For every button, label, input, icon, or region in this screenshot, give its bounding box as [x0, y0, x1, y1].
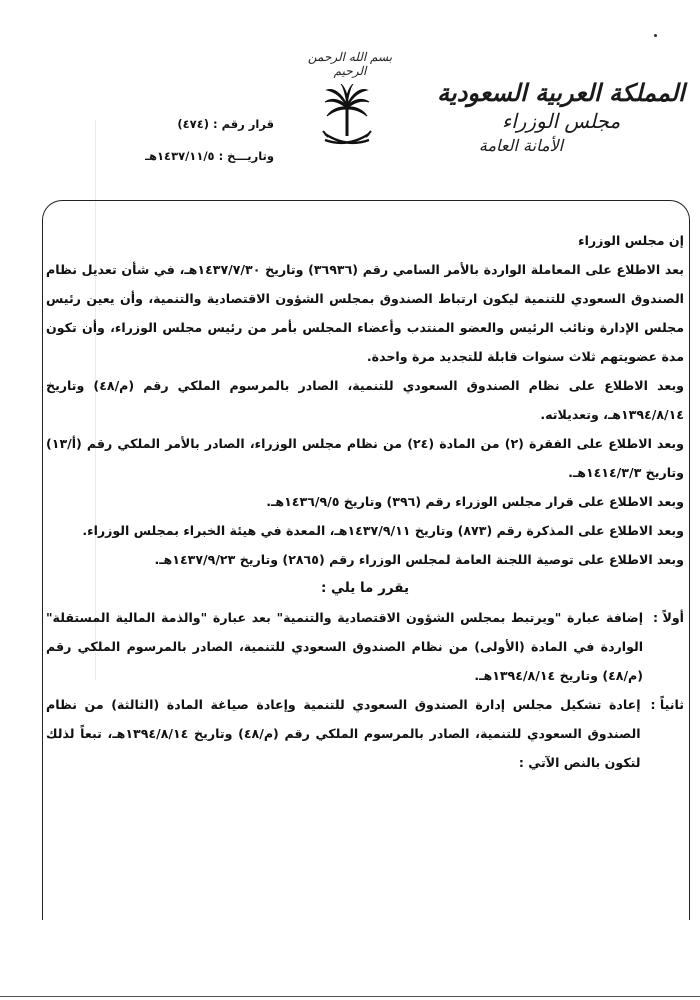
decision-number: قرار رقم : (٤٧٤): [177, 117, 274, 131]
preamble-paragraph: وبعد الاطلاع على المذكرة رقم (٨٧٣) وتاريخ ١٤٣٧/٩/١١هـ، المعدة في هيئة الخبراء بمجلس الوزراء.: [82, 523, 684, 538]
bottom-rule: [0, 996, 700, 997]
item-text: إضافة عبارة "ويرتبط بمجلس الشؤون الاقتصادية والتنمية" بعد عبارة "والذمة المالية المستقلة" الواردة في المادة (الأولى) من نظام الصندوق السعودي للتنمية، الصادر بالمرسوم الملكي رقم (م/٤٨) وتاريخ ١٣٩٤/٨/١٤هـ.: [46, 610, 644, 683]
preamble-paragraph: وبعد الاطلاع على قرار مجلس الوزراء رقم (٣٩٦) وتاريخ ١٤٣٦/٩/٥هـ.: [266, 494, 684, 509]
decision-item: [46, 603, 684, 690]
preamble-paragraph: وبعد الاطلاع على الفقرة (٢) من المادة (٢٤) من نظام مجلس الوزراء، الصادر بالأمر الملكي رقم (أ/١٣) وتاريخ ١٤١٤/٣/٣هـ.: [46, 436, 684, 480]
item-text: إعادة تشكيل مجلس إدارة الصندوق السعودي للتنمية وإعادة صياغة المادة (الثالثة) من نظام الصندوق السعودي للتنمية، الصادر بالمرسوم الملكي رقم (م/٤٨) وتاريخ ١٣٩٤/٨/١٤هـ، تبعاً لذلك لتكون بالنص الآتي :: [46, 697, 641, 770]
decision-item: [46, 690, 684, 777]
item-label: أولاً :: [653, 610, 684, 625]
kingdom-name: المملكة العربية السعودية: [437, 78, 685, 107]
palm-swords-emblem-icon: [321, 84, 373, 154]
council-name: مجلس الوزراء: [501, 109, 621, 133]
item-label: ثانياً :: [650, 697, 684, 712]
decides-heading: يقرر ما يلي :: [320, 580, 410, 596]
preamble-paragraph: وبعد الاطلاع على توصية اللجنة العامة لمجلس الوزراء رقم (٢٨٦٥) وتاريخ ١٤٣٧/٩/٢٣هـ.: [154, 552, 684, 567]
preamble-paragraph: بعد الاطلاع على المعاملة الواردة بالأمر السامي رقم (٣٦٩٣٦) وتاريخ ١٤٣٧/٧/٣٠هـ، في شأن تعديل نظام الصندوق السعودي للتنمية ليكون ارتباط الصندوق بمجلس الشؤون الاقتصادية والتنمية، وأن يعين رئيس مجلس الإدارة ونائب الرئيس والعضو المنتدب وأعضاء المجلس بأمر من رئيس مجلس الوزراء، وأن تكون مدة عضويتهم ثلاث سنوات قابلة للتجديد مرة واحدة.: [46, 262, 684, 364]
decision-body: [46, 226, 684, 777]
decision-date: وتاريـــخ : ١٤٣٧/١١/٥هـ: [145, 149, 274, 163]
scan-dot: [654, 34, 657, 37]
preamble-paragraph: وبعد الاطلاع على نظام الصندوق السعودي للتنمية، الصادر بالمرسوم الملكي رقم (م/٤٨) وتاريخ ١٣٩٤/٨/١٤هـ، وتعديلاته.: [46, 378, 685, 422]
letterhead-issuer: [436, 78, 686, 158]
basmala: بسم الله الرحمن الرحيم: [307, 50, 393, 78]
secretariat-name: الأمانة العامة: [478, 136, 564, 155]
decision-reference: [104, 108, 274, 172]
opening-line: إن مجلس الوزراء: [578, 233, 684, 248]
